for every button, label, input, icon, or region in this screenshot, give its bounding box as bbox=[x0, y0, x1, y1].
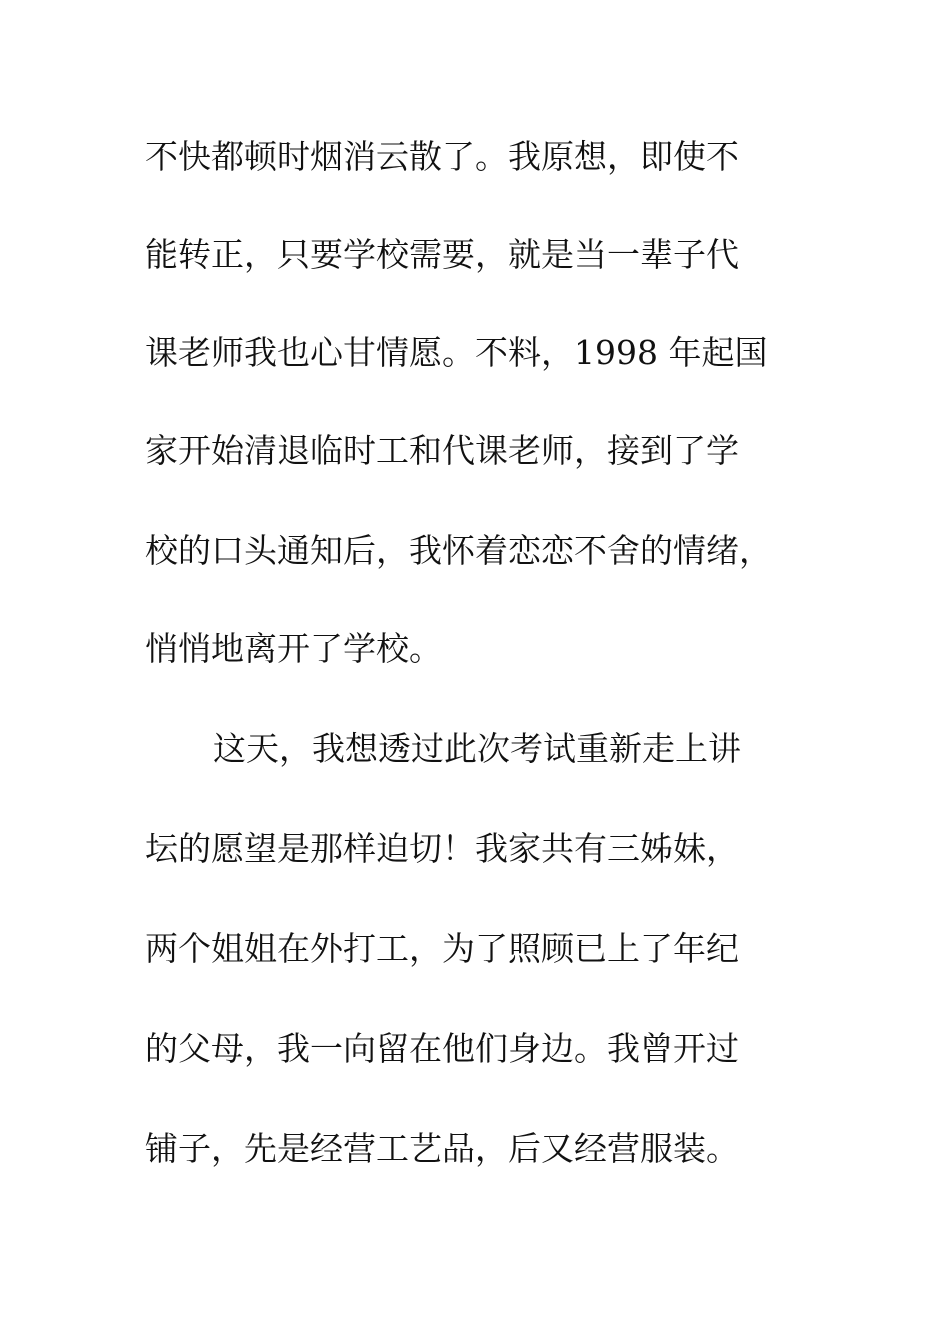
text-line-9: 两个姐姐在外打工，为了照顾已上了年纪 bbox=[145, 929, 739, 968]
text-line-6: 悄悄地离开了学校。 bbox=[145, 629, 442, 668]
text-line-11: 铺子，先是经营工艺品，后又经营服装。 bbox=[145, 1129, 739, 1168]
paragraph-start-line: 这天，我想透过此次考试重新走上讲 bbox=[213, 729, 741, 768]
text-line-4: 家开始清退临时工和代课老师，接到了学 bbox=[145, 431, 739, 470]
text-line-2: 能转正，只要学校需要，就是当一辈子代 bbox=[145, 235, 739, 274]
text-line-5: 校的口头通知后，我怀着恋恋不舍的情绪， bbox=[145, 531, 772, 570]
text-line-3: 课老师我也心甘情愿。不料，1998 年起国 bbox=[145, 333, 768, 372]
text-line-10: 的父母，我一向留在他们身边。我曾开过 bbox=[145, 1029, 739, 1068]
text-line-8: 坛的愿望是那样迫切！我家共有三姊妹， bbox=[145, 829, 739, 868]
text-line-1: 不快都顿时烟消云散了。我原想，即使不 bbox=[145, 137, 739, 176]
